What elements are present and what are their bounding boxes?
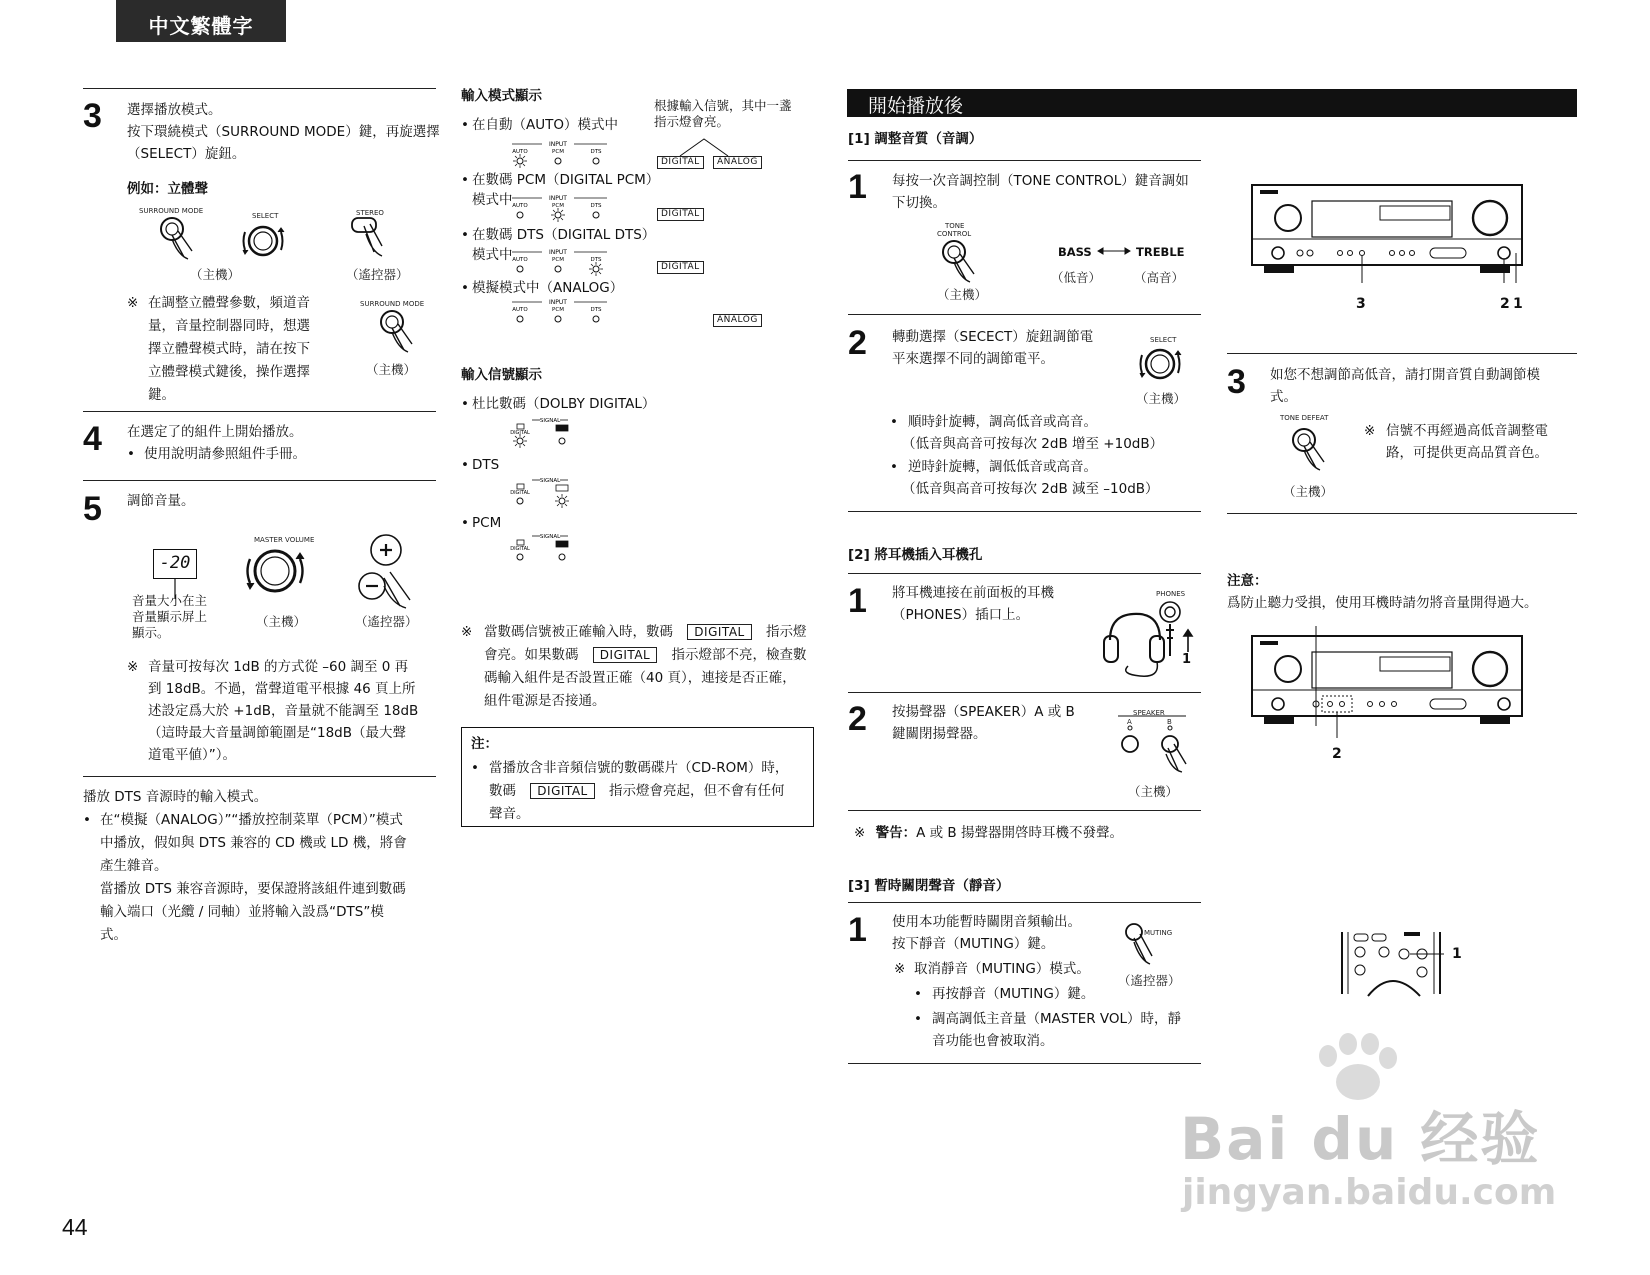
- hand-press-icon: [1290, 426, 1340, 474]
- divider: [83, 88, 436, 89]
- digital-label: DIGITAL: [510, 490, 530, 496]
- mode-label: DTS: [590, 149, 602, 155]
- step-text: 式。: [1270, 389, 1297, 405]
- dts-text: 在“模擬（ANALOG）”“播放控制菜單（PCM）”模式: [100, 812, 403, 828]
- callout-number: 2: [1332, 746, 1342, 762]
- note-text: 立體聲模式鍵後，操作選擇: [148, 364, 310, 380]
- led-glow: [557, 504, 559, 506]
- label: MUTING: [1144, 929, 1173, 937]
- label: SURROUND MODE: [139, 207, 204, 215]
- mode-label: PCM: [552, 307, 564, 313]
- led-glow: [523, 444, 525, 446]
- note-text-part: 指示燈會亮起，但不會有任何: [609, 783, 785, 799]
- digital-indicator: DIGITAL: [657, 156, 704, 169]
- bullet-mark: •: [461, 515, 469, 531]
- input-label: INPUT: [549, 195, 567, 202]
- signal-indicator-pcm: [512, 532, 582, 562]
- note-text: [484, 621, 807, 643]
- bullet-mark: •: [461, 172, 469, 188]
- note-text: 擇立體聲模式時，請在按下: [148, 341, 310, 357]
- caption: （主機）: [1128, 784, 1179, 799]
- divider: [848, 573, 1201, 574]
- indicator-led: [517, 266, 523, 272]
- note-text: 述設定爲大於 +1dB，音量就不能調至 18dB: [148, 703, 419, 719]
- indicator-led: [517, 316, 523, 322]
- treble-label: TREBLE: [1136, 245, 1185, 259]
- caption: （主機）: [1283, 484, 1334, 499]
- caption: （主機）: [366, 362, 417, 377]
- digital-indicator: DIGITAL: [687, 624, 751, 640]
- led-glow: [561, 218, 563, 220]
- dts-text: 中播放，假如與 DTS 兼容的 CD 機或 LD 機，將會: [100, 835, 407, 851]
- indicator-led: [555, 266, 561, 272]
- mode-label: 模式中: [472, 247, 513, 263]
- step-number: 1: [848, 911, 867, 949]
- input-label: INPUT: [549, 299, 567, 306]
- divider: [1227, 353, 1577, 354]
- step-number: 4: [83, 420, 102, 458]
- digital-indicator: DIGITAL: [593, 647, 657, 663]
- caution-title: 注意：: [1227, 573, 1268, 589]
- led-glow: [591, 264, 593, 266]
- subsection-title: [2] 將耳機插入耳機孔: [848, 547, 983, 563]
- divider: [83, 776, 436, 777]
- mode-label: AUTO: [512, 257, 528, 263]
- callout-number: 1: [1182, 652, 1192, 667]
- headphones-icon: [1100, 600, 1210, 682]
- bullet-mark: •: [83, 812, 91, 828]
- signal-panel: [512, 416, 582, 446]
- signal-indicator-dts: [512, 476, 582, 506]
- step-text: （PHONES）插口上。: [892, 607, 1030, 623]
- step-number: 2: [848, 700, 867, 738]
- display-caption: 顯示。: [132, 625, 170, 640]
- note-text-part: 會亮。如果數碼: [484, 647, 579, 663]
- hand-press-icon: [350, 216, 394, 260]
- receiver-front-panel-illustration: [1250, 626, 1524, 746]
- digital-indicator: DIGITAL: [657, 261, 704, 274]
- note-text-part: 指示燈部不亮，檢查數: [671, 647, 807, 663]
- led-glow: [515, 436, 517, 438]
- receiver-front-panel-illustration: [1250, 183, 1524, 288]
- divider: [83, 411, 436, 412]
- caption: （主機）: [256, 614, 307, 629]
- subsection-title: [1] 調整音質（音調）: [848, 131, 983, 147]
- led-glow: [523, 436, 525, 438]
- bullet-text: 順時針旋轉，調高低音或高音。: [908, 414, 1097, 430]
- step-number: 3: [83, 97, 102, 135]
- note-text: 音量可按每次 1dB 的方式從 –60 調至 0 再: [148, 659, 409, 675]
- led-glow: [557, 496, 559, 498]
- volume-display-value: -20: [159, 553, 191, 573]
- note-text: （這時最大音量調節範圍是“18dB（最大聲: [148, 725, 407, 741]
- bullet-mark: •: [461, 457, 469, 473]
- section-header-title: 開始播放後: [868, 95, 964, 117]
- indicator-led: [517, 212, 523, 218]
- led-glow: [561, 210, 563, 212]
- step-text: 將耳機連接在前面板的耳機: [892, 585, 1054, 601]
- remote-control-illustration: [1340, 930, 1450, 996]
- note-text: [484, 644, 807, 666]
- bullet-mark: •: [461, 280, 469, 296]
- side-note: 指示燈會亮。: [654, 114, 730, 129]
- mode-indicator-auto: [512, 139, 612, 169]
- note-text: 碼輸入組件是否設置正確（40 頁），連接是否正確，: [484, 670, 796, 686]
- label: TONE DEFEAT: [1280, 414, 1329, 422]
- format-logo: [556, 485, 568, 491]
- note-text: 鍵。: [148, 387, 175, 403]
- signal-panel: [512, 476, 582, 506]
- divider: [1227, 513, 1577, 514]
- caption: （遙控器）: [1118, 973, 1181, 988]
- dts-text: 當播放 DTS 兼容音源時，要保證將該組件連到數碼: [100, 881, 406, 897]
- indicator-led: [593, 212, 599, 218]
- indicator-led: [593, 316, 599, 322]
- section-title: 輸入信號顯示: [461, 367, 542, 383]
- mode-label: AUTO: [512, 149, 528, 155]
- indicator-panel: [512, 247, 612, 277]
- step-text: 每按一次音調控制（TONE CONTROL）鍵音調如: [892, 173, 1189, 189]
- note-text: 量，音量控制器同時，想選: [148, 318, 310, 334]
- analog-indicator: ANALOG: [713, 314, 762, 327]
- note-text: 信號不再經過高低音調整電: [1386, 423, 1548, 439]
- callout-number: 1: [1452, 946, 1462, 962]
- warning-text: [854, 822, 1123, 844]
- caption: （低音）: [1051, 270, 1102, 285]
- signal-indicator-dolby: [512, 416, 582, 446]
- divider: [848, 314, 1201, 315]
- bullet-mark: •: [914, 1011, 922, 1027]
- mode-label: 在自動（AUTO）模式中: [472, 117, 618, 133]
- format-logo: [556, 425, 568, 431]
- caption: （主機）: [190, 267, 241, 282]
- indicator-led: [517, 554, 523, 560]
- step-text: 按揚聲器（SPEAKER）A 或 B: [892, 704, 1075, 720]
- led-glow: [553, 218, 555, 220]
- led-glow: [515, 156, 517, 158]
- signal-label: SIGNAL: [539, 534, 561, 540]
- indicator-led: [559, 498, 565, 504]
- indicator-led: [593, 266, 599, 272]
- indicator-led: [517, 158, 523, 164]
- step-text: 調節音量。: [127, 493, 195, 509]
- label: STEREO: [356, 209, 384, 217]
- divider: [848, 511, 1201, 512]
- digital-label: DIGITAL: [510, 430, 530, 436]
- page-number: 44: [62, 1214, 88, 1240]
- label: A: [1127, 718, 1132, 726]
- note-text: 在調整立體聲參數，頻道音: [148, 295, 310, 311]
- dts-title: 播放 DTS 音源時的輸入模式。: [83, 789, 268, 805]
- step-number: 5: [83, 490, 102, 528]
- caption: （遙控器）: [355, 614, 418, 629]
- hand-press-icon: [378, 308, 428, 358]
- step-number: 1: [848, 168, 867, 206]
- input-label: INPUT: [549, 141, 567, 148]
- note-text: 道電平値）”）。: [148, 747, 236, 763]
- indicator-led: [593, 158, 599, 164]
- note-text: 組件電源是否接通。: [484, 693, 606, 709]
- mode-label: 在數碼 PCM（DIGITAL PCM）: [472, 172, 660, 188]
- label: SPEAKER: [1133, 709, 1165, 717]
- indicator-led: [517, 498, 523, 504]
- label: PHONES: [1156, 590, 1186, 598]
- note-mark: ※: [127, 295, 139, 311]
- note-mark: ※: [1364, 423, 1376, 439]
- digital-indicator: DIGITAL: [657, 208, 704, 221]
- note-text: 取消靜音（MUTING）模式。: [914, 961, 1090, 977]
- bullet-subtext: （低音與高音可按每次 2dB 增至 +10dB）: [902, 436, 1164, 452]
- caption: （遙控器）: [346, 267, 409, 282]
- step-number: 1: [848, 582, 867, 620]
- analog-indicator: ANALOG: [713, 156, 762, 169]
- mode-label: 模擬模式中（ANALOG）: [472, 280, 624, 296]
- led-glow: [515, 164, 517, 166]
- caption: （高音）: [1134, 270, 1185, 285]
- step-text: 平來選擇不同的調節電平。: [892, 351, 1054, 367]
- step-text: 鍵關閉揚聲器。: [892, 726, 987, 742]
- note-mark: ※: [894, 961, 906, 977]
- indicator-led: [559, 438, 565, 444]
- led-glow: [591, 272, 593, 274]
- led-glow: [523, 156, 525, 158]
- example-title: 例如：立體聲: [127, 181, 208, 197]
- dts-text: 產生雜音。: [100, 858, 168, 874]
- mode-label: 模式中: [472, 192, 513, 208]
- step-text: 按下環繞模式（SURROUND MODE）鍵，再旋選擇: [127, 124, 440, 140]
- bass-label: BASS: [1058, 245, 1092, 259]
- watermark-brand: Bai du 经验: [1180, 1105, 1541, 1173]
- callout-number: 3: [1356, 296, 1366, 312]
- indicator-led: [555, 158, 561, 164]
- indicator-led: [517, 438, 523, 444]
- watermark-url: jingyan.baidu.com: [1182, 1172, 1557, 1213]
- bullet-mark: •: [127, 446, 135, 462]
- bullet-subtext: （低音與高音可按每次 2dB 減至 –10dB）: [902, 481, 1159, 497]
- note-text: 路，可提供更高品質音色。: [1386, 445, 1548, 461]
- signal-label: 杜比數碼（DOLBY DIGITAL）: [472, 396, 656, 412]
- display-caption: 音量顯示屏上: [132, 609, 208, 624]
- mode-label: PCM: [552, 203, 564, 209]
- led-glow: [523, 164, 525, 166]
- note-box-text: 聲音。: [489, 806, 530, 822]
- step-text: 下切換。: [892, 195, 946, 211]
- label: SELECT: [252, 212, 279, 220]
- led-glow: [565, 504, 567, 506]
- bullet-mark: •: [914, 986, 922, 1002]
- mode-indicator-dts: [512, 247, 612, 277]
- led-glow: [515, 444, 517, 446]
- divider: [848, 1063, 1201, 1064]
- double-arrow-icon: [1096, 246, 1132, 256]
- master-volume-knob-icon: [243, 543, 307, 599]
- mode-label: AUTO: [512, 203, 528, 209]
- pointer-line: [678, 137, 738, 157]
- indicator-led: [555, 316, 561, 322]
- led-glow: [599, 272, 601, 274]
- bullet-text: 逆時針旋轉，調低低音或高音。: [908, 459, 1097, 475]
- speaker-buttons-icon: [1116, 712, 1188, 774]
- digital-label: DIGITAL: [510, 546, 530, 552]
- caution-text: 爲防止聽力受損，使用耳機時請勿將音量開得過大。: [1227, 595, 1538, 611]
- signal-label: DTS: [472, 457, 500, 473]
- note-mark: ※: [127, 659, 139, 675]
- step-text: 在選定了的組件上開始播放。: [127, 424, 303, 440]
- mode-label: DTS: [590, 307, 602, 313]
- warning-body: A 或 B 揚聲器開啓時耳機不發聲。: [916, 825, 1123, 841]
- input-label: INPUT: [549, 249, 567, 256]
- bullet-mark: •: [471, 760, 479, 776]
- note-box-text: [489, 780, 785, 802]
- bullet-text: 音功能也會被取消。: [932, 1033, 1054, 1049]
- bullet-mark: •: [461, 396, 469, 412]
- note-mark: ※: [461, 624, 473, 640]
- step-text: 按下靜音（MUTING）鍵。: [892, 936, 1055, 952]
- caption: （主機）: [1136, 391, 1187, 406]
- caption: （主機）: [937, 287, 988, 302]
- mode-label: PCM: [552, 257, 564, 263]
- led-glow: [599, 264, 601, 266]
- step-number: 3: [1227, 363, 1246, 401]
- step-text: 選擇播放模式。: [127, 102, 222, 118]
- led-glow: [565, 496, 567, 498]
- step-number: 2: [848, 324, 867, 362]
- step-text: 轉動選擇（SECECT）旋鈕調節電: [892, 329, 1094, 345]
- led-glow: [553, 210, 555, 212]
- label: B: [1167, 718, 1172, 726]
- indicator-panel: [512, 297, 612, 327]
- note-text-part: 指示燈: [766, 624, 807, 640]
- bullet-mark: •: [890, 414, 898, 430]
- step-text: 如您不想調節高低音，請打開音質自動調節模: [1270, 367, 1540, 383]
- format-logo: [556, 541, 568, 547]
- callout-number: 1: [1513, 296, 1523, 312]
- label: CONTROL: [937, 230, 972, 238]
- bullet-mark: •: [461, 227, 469, 243]
- bullet-text: 調高調低主音量（MASTER VOL）時，靜: [932, 1011, 1182, 1027]
- callout-number: 2: [1500, 296, 1510, 312]
- bullet-mark: •: [890, 459, 898, 475]
- indicator-led: [555, 212, 561, 218]
- step-text: 使用本功能暫時關閉音頻輸出。: [892, 914, 1081, 930]
- dd-logo: [517, 424, 524, 429]
- mode-indicator-pcm: [512, 193, 612, 223]
- signal-label: SIGNAL: [539, 418, 561, 424]
- divider: [848, 692, 1201, 693]
- display-caption: 音量大小在主: [132, 593, 208, 608]
- label: SURROUND MODE: [360, 300, 425, 308]
- volume-up-down-buttons-icon: [354, 530, 430, 610]
- note-box-title: 注：: [471, 736, 498, 752]
- mode-indicator-analog: [512, 297, 612, 327]
- mode-label: 在數碼 DTS（DIGITAL DTS）: [472, 227, 656, 243]
- select-knob-icon: [1135, 342, 1185, 386]
- indicator-led: [559, 554, 565, 560]
- label: MASTER VOLUME: [254, 536, 315, 544]
- note-text: 到 18dB。不過，當聲道電平根據 46 頁上所: [148, 681, 416, 697]
- hand-press-icon: [940, 238, 990, 286]
- side-note: 根據輸入信號，其中一盞: [654, 98, 792, 113]
- note-box-text: 當播放含非音頻信號的數碼碟片（CD-ROM）時，: [489, 760, 789, 776]
- dd-logo: [517, 540, 524, 545]
- mode-label: AUTO: [512, 307, 528, 313]
- warning-mark: ※: [854, 825, 866, 841]
- warning-title: 警告：: [875, 825, 917, 841]
- signal-panel: [512, 532, 582, 562]
- bullet-mark: •: [461, 117, 469, 133]
- label: SELECT: [1150, 336, 1177, 344]
- label: TONE: [945, 222, 965, 230]
- dts-text: 輸入端口（光纜 / 同軸）並將輸入設爲“DTS”模: [100, 904, 384, 920]
- dd-logo: [517, 484, 524, 489]
- subsection-title: [3] 暫時關閉聲音（靜音）: [848, 878, 1010, 894]
- mode-label: DTS: [590, 257, 602, 263]
- divider: [848, 810, 1201, 811]
- note-text-part: 當數碼信號被正確輸入時，數碼: [484, 624, 673, 640]
- note-text-part: 數碼: [489, 783, 516, 799]
- hand-press-icon: [158, 215, 208, 265]
- bullet-text: 使用說明請參照組件手冊。: [144, 446, 306, 462]
- divider: [848, 160, 1201, 161]
- indicator-panel: [512, 193, 612, 223]
- step-text: （SELECT）旋鈕。: [127, 146, 246, 162]
- signal-label: SIGNAL: [539, 478, 561, 484]
- indicator-panel: [512, 139, 612, 169]
- language-tab-label: 中文繁體字: [148, 14, 254, 38]
- mode-label: DTS: [590, 203, 602, 209]
- signal-label: PCM: [472, 515, 502, 531]
- dts-text: 式。: [100, 927, 127, 943]
- divider: [848, 902, 1201, 903]
- divider: [83, 480, 436, 481]
- section-title: 輸入模式顯示: [461, 88, 542, 104]
- mode-label: PCM: [552, 149, 564, 155]
- bullet-text: 再按靜音（MUTING）鍵。: [932, 986, 1095, 1002]
- select-knob-icon: [240, 220, 286, 262]
- digital-indicator: DIGITAL: [530, 783, 594, 799]
